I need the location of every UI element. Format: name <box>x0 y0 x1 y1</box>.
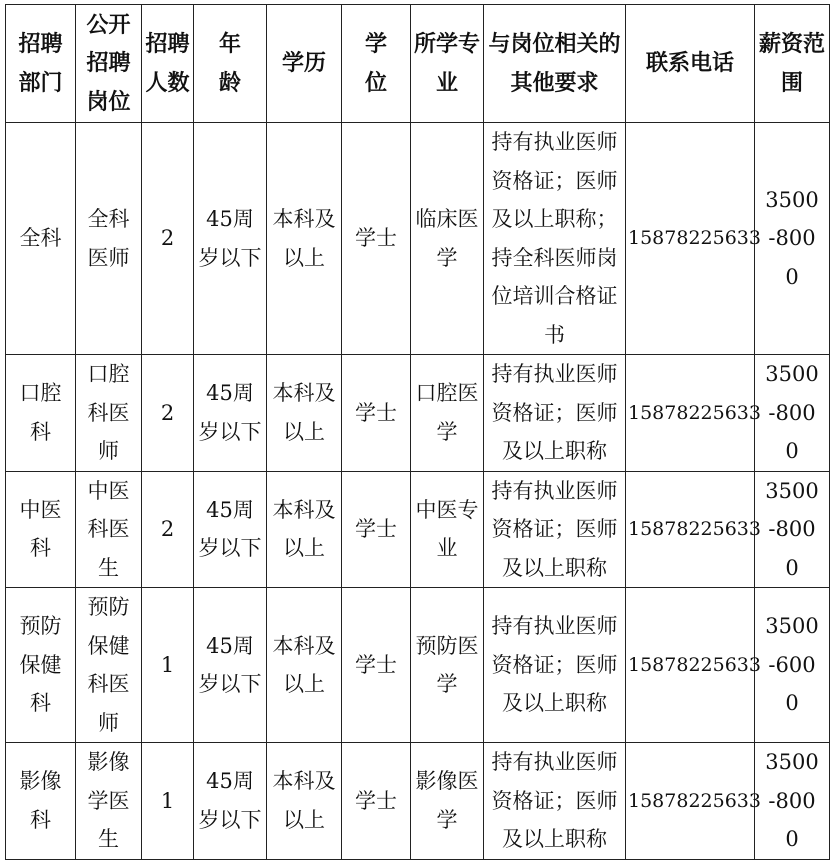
cell-salary: 3500-8000 <box>755 743 830 860</box>
cell-count: 2 <box>142 355 194 472</box>
header-edu: 学历 <box>267 5 342 123</box>
cell-degree: 学士 <box>342 743 411 860</box>
header-dept: 招聘部门 <box>6 5 76 123</box>
table-row <box>6 355 830 472</box>
cell-dept: 预防保健科 <box>6 588 76 743</box>
cell-req: 持有执业医师资格证；医师及以上职称；持全科医师岗位培训合格证书 <box>484 123 626 355</box>
cell-count: 1 <box>142 743 194 860</box>
cell-major: 口腔医学 <box>411 355 484 472</box>
cell-age: 45周岁以下 <box>194 743 267 860</box>
header-salary: 薪资范围 <box>755 5 830 123</box>
cell-post: 预防保健科医师 <box>76 588 142 743</box>
cell-count: 1 <box>142 588 194 743</box>
cell-major: 影像医学 <box>411 743 484 860</box>
cell-salary: 3500-8000 <box>755 123 830 355</box>
cell-salary: 3500-6000 <box>755 588 830 743</box>
cell-degree: 学士 <box>342 355 411 472</box>
cell-age: 45周岁以下 <box>194 355 267 472</box>
table-row <box>6 123 830 355</box>
cell-edu: 本科及以上 <box>267 588 342 743</box>
cell-age: 45周岁以下 <box>194 471 267 588</box>
header-req: 与岗位相关的其他要求 <box>484 5 626 123</box>
header-degree: 学位 <box>342 5 411 123</box>
cell-count: 2 <box>142 123 194 355</box>
cell-edu: 本科及以上 <box>267 471 342 588</box>
cell-degree: 学士 <box>342 471 411 588</box>
cell-dept: 中医科 <box>6 471 76 588</box>
cell-phone: 15878225633 <box>626 588 755 743</box>
cell-edu: 本科及以上 <box>267 355 342 472</box>
header-count: 招聘人数 <box>142 5 194 123</box>
cell-phone: 15878225633 <box>626 355 755 472</box>
cell-post: 全科医师 <box>76 123 142 355</box>
cell-degree: 学士 <box>342 588 411 743</box>
cell-req: 持有执业医师资格证；医师及以上职称 <box>484 588 626 743</box>
header-post: 公开招聘岗位 <box>76 5 142 123</box>
cell-degree: 学士 <box>342 123 411 355</box>
table-row <box>6 588 830 743</box>
cell-age: 45周岁以下 <box>194 123 267 355</box>
cell-req: 持有执业医师资格证；医师及以上职称 <box>484 471 626 588</box>
cell-count: 2 <box>142 471 194 588</box>
cell-req: 持有执业医师资格证；医师及以上职称 <box>484 355 626 472</box>
table-row <box>6 743 830 860</box>
cell-major: 中医专业 <box>411 471 484 588</box>
cell-salary: 3500-8000 <box>755 471 830 588</box>
cell-phone: 15878225633 <box>626 471 755 588</box>
table-row <box>6 471 830 588</box>
cell-dept: 影像科 <box>6 743 76 860</box>
header-row <box>6 5 830 123</box>
header-major: 所学专业 <box>411 5 484 123</box>
cell-dept: 全科 <box>6 123 76 355</box>
cell-post: 影像学医生 <box>76 743 142 860</box>
cell-major: 预防医学 <box>411 588 484 743</box>
cell-age: 45周岁以下 <box>194 588 267 743</box>
cell-req: 持有执业医师资格证；医师及以上职称 <box>484 743 626 860</box>
cell-phone: 15878225633 <box>626 123 755 355</box>
header-age: 年龄 <box>194 5 267 123</box>
cell-edu: 本科及以上 <box>267 743 342 860</box>
cell-edu: 本科及以上 <box>267 123 342 355</box>
cell-phone: 15878225633 <box>626 743 755 860</box>
cell-post: 中医科医生 <box>76 471 142 588</box>
cell-salary: 3500-8000 <box>755 355 830 472</box>
header-phone: 联系电话 <box>626 5 755 123</box>
cell-post: 口腔科医师 <box>76 355 142 472</box>
recruitment-table <box>5 4 830 860</box>
cell-major: 临床医学 <box>411 123 484 355</box>
cell-dept: 口腔科 <box>6 355 76 472</box>
